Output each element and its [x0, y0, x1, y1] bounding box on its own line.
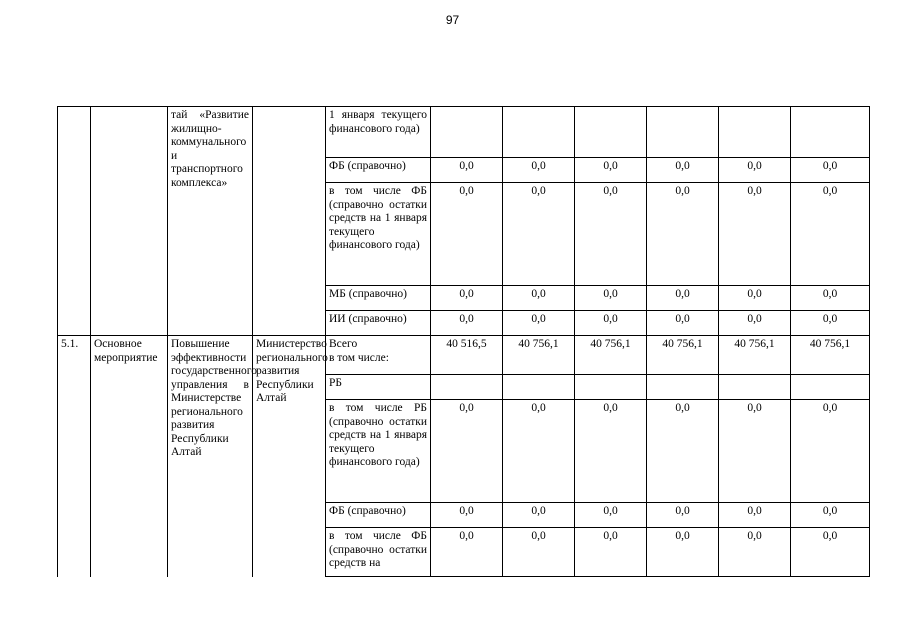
item-type: Основное мероприятие	[91, 336, 168, 577]
lower-section	[58, 336, 870, 577]
amount-cell	[719, 375, 791, 400]
amount-cell: 0,0	[575, 158, 647, 183]
amount-cell: 0,0	[647, 183, 719, 286]
item-number: 5.1.	[58, 336, 91, 577]
funding-source-label: ФБ (справочно)	[326, 503, 431, 528]
amount-cell: 0,0	[575, 503, 647, 528]
funding-source-label: Всего в том числе:	[326, 336, 431, 375]
lower-row	[58, 336, 870, 375]
amount-cell: 0,0	[791, 158, 870, 183]
amount-cell: 0,0	[719, 400, 791, 503]
amount-cell: 0,0	[647, 400, 719, 503]
amount-cell	[431, 107, 503, 158]
amount-cell	[791, 107, 870, 158]
funding-source-label: ФБ (справочно)	[326, 158, 431, 183]
page-number: 97	[445, 13, 460, 27]
amount-cell: 0,0	[503, 158, 575, 183]
amount-cell: 0,0	[647, 311, 719, 336]
amount-cell: 0,0	[791, 311, 870, 336]
amount-cell: 0,0	[719, 528, 791, 577]
amount-cell	[503, 375, 575, 400]
amount-cell: 0,0	[719, 311, 791, 336]
upper-section	[58, 107, 870, 336]
amount-cell	[503, 107, 575, 158]
amount-cell: 0,0	[791, 528, 870, 577]
funding-source-label: в том числе ФБ (справочно остатки средств на 1 января текущего финансового года)	[326, 183, 431, 286]
amount-cell: 0,0	[503, 503, 575, 528]
amount-cell: 0,0	[647, 158, 719, 183]
amount-cell: 0,0	[791, 286, 870, 311]
amount-cell: 0,0	[575, 311, 647, 336]
amount-cell: 0,0	[575, 528, 647, 577]
amount-cell: 40 756,1	[719, 336, 791, 375]
amount-cell: 40 756,1	[791, 336, 870, 375]
item-number	[58, 107, 91, 336]
budget-table	[57, 106, 870, 577]
amount-cell: 0,0	[431, 503, 503, 528]
amount-cell: 0,0	[719, 183, 791, 286]
amount-cell: 0,0	[431, 158, 503, 183]
amount-cell: 0,0	[575, 400, 647, 503]
item-type	[91, 107, 168, 336]
amount-cell	[431, 375, 503, 400]
amount-cell: 0,0	[503, 528, 575, 577]
amount-cell: 0,0	[503, 400, 575, 503]
amount-cell	[719, 107, 791, 158]
item-executor	[253, 107, 326, 336]
amount-cell: 40 756,1	[647, 336, 719, 375]
amount-cell	[647, 107, 719, 158]
amount-cell	[647, 375, 719, 400]
amount-cell: 0,0	[791, 503, 870, 528]
program-name: тай «Развитие жилищно-коммунального и транспортного комплекса»	[168, 107, 253, 336]
amount-cell: 40 516,5	[431, 336, 503, 375]
amount-cell	[791, 375, 870, 400]
funding-source-label: МБ (справочно)	[326, 286, 431, 311]
amount-cell	[575, 107, 647, 158]
amount-cell: 0,0	[431, 183, 503, 286]
item-name: Повышение эффективности государственного управления в Министерстве регионального развития Республики Алтай	[168, 336, 253, 577]
amount-cell: 0,0	[647, 503, 719, 528]
amount-cell: 40 756,1	[575, 336, 647, 375]
amount-cell: 0,0	[719, 503, 791, 528]
amount-cell: 0,0	[503, 286, 575, 311]
amount-cell: 0,0	[431, 311, 503, 336]
amount-cell: 0,0	[647, 286, 719, 311]
amount-cell: 40 756,1	[503, 336, 575, 375]
amount-cell: 0,0	[719, 158, 791, 183]
amount-cell: 0,0	[791, 183, 870, 286]
item-executor: Министерство регионального развития Республики Алтай	[253, 336, 326, 577]
funding-source-label: в том числе ФБ (справочно остатки средств на	[326, 528, 431, 577]
amount-cell: 0,0	[503, 183, 575, 286]
amount-cell	[575, 375, 647, 400]
funding-source-label: ИИ (справочно)	[326, 311, 431, 336]
amount-cell: 0,0	[575, 183, 647, 286]
funding-source-label: РБ	[326, 375, 431, 400]
amount-cell: 0,0	[431, 400, 503, 503]
amount-cell: 0,0	[431, 528, 503, 577]
funding-source-label: в том числе РБ (справочно остатки средств на 1 января текущего финансового года)	[326, 400, 431, 503]
amount-cell: 0,0	[503, 311, 575, 336]
amount-cell: 0,0	[575, 286, 647, 311]
amount-cell: 0,0	[791, 400, 870, 503]
funding-source-label: 1 января текущего финансового года)	[326, 107, 431, 158]
amount-cell: 0,0	[647, 528, 719, 577]
upper-row	[58, 107, 870, 158]
amount-cell: 0,0	[719, 286, 791, 311]
amount-cell: 0,0	[431, 286, 503, 311]
